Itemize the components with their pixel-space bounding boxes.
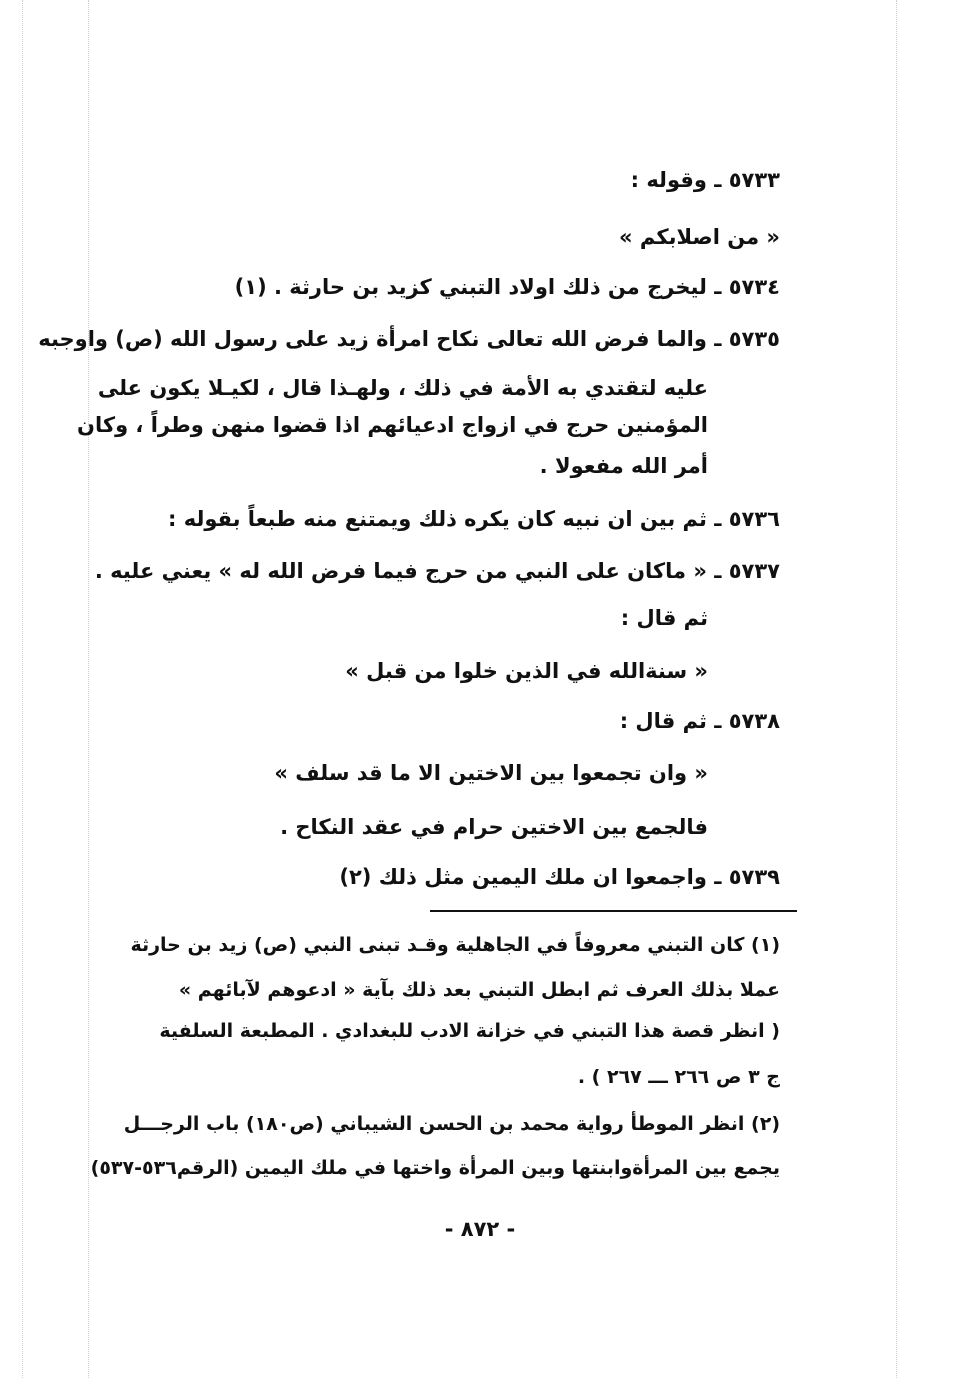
dotted-background-line (896, 0, 897, 1378)
paragraph-marriage-ruling: فالجمع بين الاختين حرام في عقد النكاح . (280, 815, 708, 839)
paragraph-5739: ٥٧٣٩ ـ واجمعوا ان ملك اليمين مثل ذلك (٢) (339, 865, 780, 889)
paragraph-5734: ٥٧٣٤ ـ ليخرج من ذلك اولاد التبني كزيد بن حارثة . (١) (234, 275, 780, 299)
dotted-background-line (88, 0, 89, 1378)
quote-two-sisters: « وان تجمعوا بين الاختين الا ما قد سلف » (274, 761, 708, 785)
paragraph-5735-cont: أمر الله مفعولا . (539, 454, 708, 478)
paragraph-5735-cont: المؤمنين حرج في ازواج ادعيائهم اذا قضوا منهن وطراً ، وكان (77, 413, 708, 437)
footnote-2-cont: يجمع بين المرأةوابنتها وبين المرأة واختها في ملك اليمين (الرقم٥٣٦-٥٣٧) (90, 1157, 780, 1179)
page-number: - ٨٧٢ - (444, 1217, 516, 1241)
footnote-1-cont: ج ٣ ص ٢٦٦ ـــ ٢٦٧ ) . (577, 1066, 780, 1088)
footnote-separator (430, 910, 797, 912)
quote-min-aslabikum: « من اصلابكم » (619, 225, 780, 249)
paragraph-5735-cont: عليه لتقتدي به الأمة في ذلك ، ولهـذا قال ، لكيـلا يكون على (97, 376, 708, 400)
paragraph-5733: ٥٧٣٣ ـ وقوله : (630, 168, 780, 192)
paragraph-thumma-qala: ثم قال : (620, 606, 708, 630)
paragraph-5735: ٥٧٣٥ ـ والما فرض الله تعالى نكاح امرأة زيد على رسول الله (ص) واوجبه (38, 327, 780, 351)
paragraph-5738: ٥٧٣٨ ـ ثم قال : (619, 709, 780, 733)
footnote-1-cont: عملا بذلك العرف ثم ابطل التبني بعد ذلك بآية « ادعوهم لآبائهم » (178, 979, 780, 1001)
quote-sunnat-allah: « سنةالله في الذين خلوا من قبل » (345, 659, 708, 683)
footnote-1-cont: ( انظر قصة هذا التبني في خزانة الادب للبغدادي . المطبعة السلفية (159, 1020, 780, 1042)
footnote-2: (٢) انظر الموطأ رواية محمد بن الحسن الشيباني (ص١٨٠) باب الرجـــل (123, 1113, 780, 1135)
footnote-1: (١) كان التبني معروفاً في الجاهلية وقـد تبنى النبي (ص) زيد بن حارثة (130, 934, 780, 956)
paragraph-5737: ٥٧٣٧ ـ « ماكان على النبي من حرج فيما فرض الله له » يعني عليه . (94, 559, 780, 583)
paragraph-5736: ٥٧٣٦ ـ ثم بين ان نبيه كان يكره ذلك ويمتنع منه طبعاً بقوله : (168, 507, 780, 531)
dotted-background-line (22, 0, 23, 1378)
